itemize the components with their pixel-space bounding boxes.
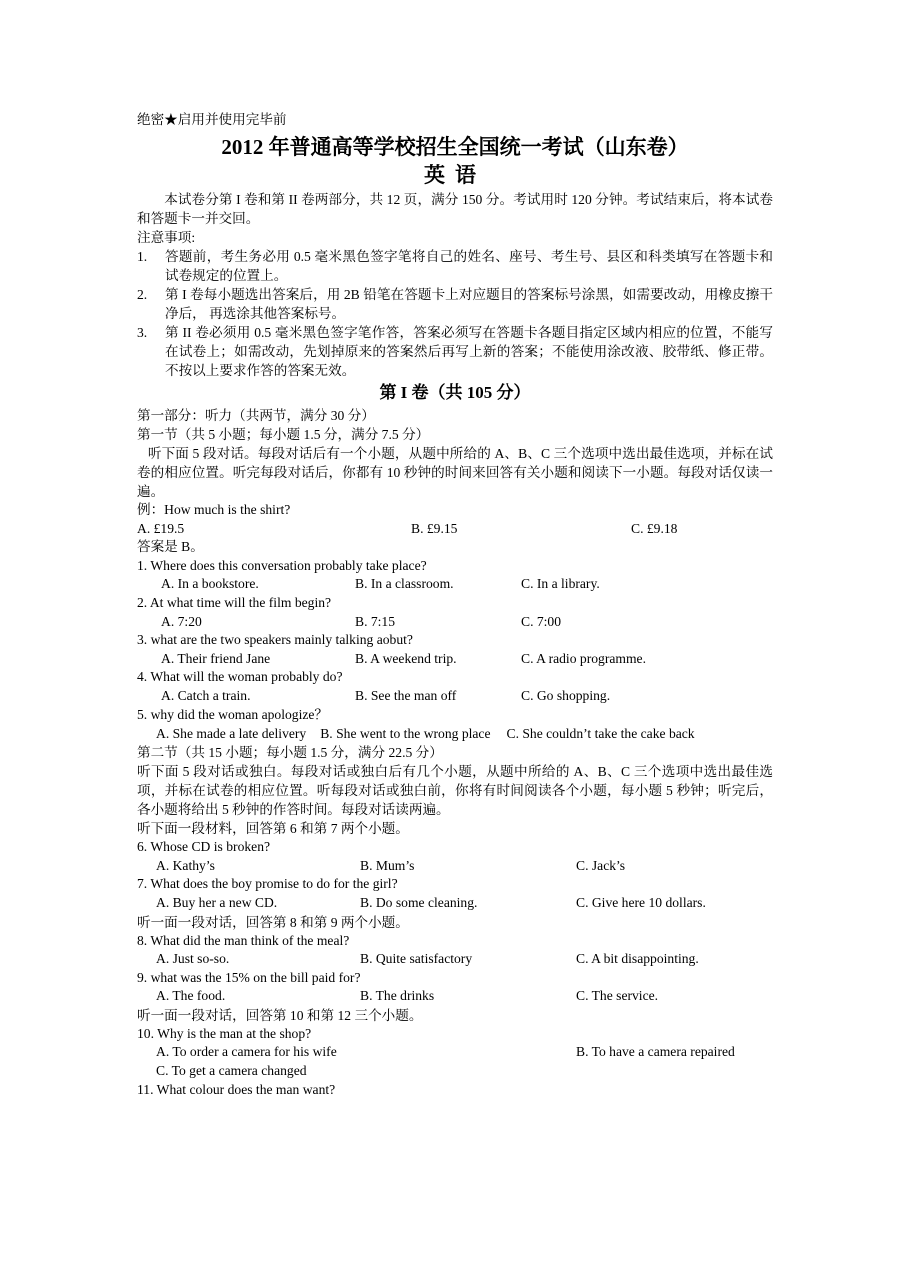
option-b: B. In a classroom. [355,576,454,592]
option-b: B. 7:15 [355,613,396,629]
option-c: C. Go shopping. [521,687,611,703]
option-b: B. £9.15 [411,520,458,536]
option-b: B. Do some cleaning. [360,894,478,910]
question-6: 6. Whose CD is broken? [137,839,271,855]
confidential-label: 绝密★启用并使用完毕前 [137,112,287,127]
notice-item-3 [137,323,773,380]
section1-instructions: 听下面 5 段对话。每段对话后有一个小题，从题中所给的 A、B、C 三个选项中选出最佳选项，并标在试卷的相应位置。听完每段对话后，你都有 10 秒钟的时间来回答有关小题和阅读下一小题。每段对话仅读一遍。 [137,446,773,499]
question-2-options [137,613,773,632]
part1-title: 第 I 卷（共 105 分） [379,383,531,402]
question-8: 8. What did the man think of the meal? [137,932,350,948]
question-7: 7. What does the boy promise to do for the girl? [137,876,398,892]
group-3-instruction: 听一面一段对话，回答第 10 和第 12 三个小题。 [137,1007,423,1023]
option-b: B. Quite satisfactory [360,951,473,967]
example-options [137,520,773,539]
option-c: C. She couldn’t take the cake back [506,726,695,742]
option-b: B. See the man off [355,687,457,703]
group-2-instruction: 听一面一段对话，回答第 8 和第 9 两个小题。 [137,914,409,930]
option-c: C. Give here 10 dollars. [576,894,706,910]
question-10-options-row2 [137,1062,773,1081]
option-a: A. £19.5 [137,520,185,536]
notice-item-number: 1. [137,249,148,264]
option-c: C. In a library. [521,576,600,592]
question-4-options [137,687,773,706]
group-1-instruction: 听下面一段材料，回答第 6 和第 7 两个小题。 [137,821,409,837]
question-1: 1. Where does this conversation probably take place? [137,557,427,573]
question-5: 5. why did the woman apologize？ [137,706,329,722]
option-a: A. She made a late delivery [156,726,307,742]
question-3-options [137,650,773,669]
exam-title: 2012 年普通高等学校招生全国统一考试（山东卷） [221,135,689,159]
section1-heading: 第一节（共 5 小题；每小题 1.5 分，满分 7.5 分） [137,427,430,442]
option-b: B. She went to the wrong place [320,726,491,742]
option-c: C. To get a camera changed [156,1063,307,1079]
option-b: B. A weekend trip. [355,650,457,666]
subject-title: 英语 [424,163,486,187]
listening-heading: 第一部分：听力（共两节，满分 30 分） [137,408,375,423]
option-a: A. Just so-so. [156,951,230,967]
notice-item-2 [137,285,773,323]
option-c: C. Jack’s [576,857,626,873]
question-3: 3. what are the two speakers mainly talking aobut? [137,632,413,648]
option-a: A. In a bookstore. [161,576,259,592]
question-2: 2. At what time will the film begin? [137,594,332,610]
option-a: A. Kathy’s [156,857,215,873]
exam-intro: 本试卷分第 I 卷和第 II 卷两部分，共 12 页，满分 150 分。考试用时 120 分钟。考试结束后，将本试卷和答题卡一并交回。 [137,192,773,226]
example-answer: 答案是 B。 [137,539,204,555]
exam-page [137,106,773,1099]
option-b: B. The drinks [360,988,435,1004]
question-5-options [137,724,773,743]
option-a: A. 7:20 [161,613,202,629]
option-a: A. Their friend Jane [161,650,271,666]
example-question: 例：How much is the shirt? [137,502,291,517]
question-6-options [137,857,773,876]
option-c: C. A radio programme. [521,650,646,666]
notice-item-number: 3. [137,325,148,340]
section2-instructions: 听下面 5 段对话或独白。每段对话或独白后有几个小题，从题中所给的 A、B、C 三个选项中选出最佳选项，并标在试卷的相应位置。听每段对话或独白前，你将有时间阅读各个小题，每小题 5 秒钟；听完后，各小题将给出 5 秒钟的作答时间。每段对话读两遍。 [137,764,773,818]
question-10: 10. Why is the man at the shop? [137,1025,312,1041]
notice-item-1 [137,247,773,285]
section2-heading: 第二节（共 15 小题；每小题 1.5 分，满分 22.5 分） [137,745,443,761]
question-7-options [137,894,773,913]
question-1-options [137,575,773,594]
option-a: A. The food. [156,988,226,1004]
question-9-options [137,987,773,1006]
option-c: C. £9.18 [631,520,678,536]
option-b: B. Mum’s [360,857,415,873]
option-c: C. The service. [576,988,659,1004]
question-10-options-row1 [137,1043,773,1062]
option-b: B. To have a camera repaired [576,1044,735,1060]
question-4: 4. What will the woman probably do? [137,669,343,685]
option-a: A. To order a camera for his wife [156,1044,337,1060]
notice-item-text: 第 II 卷必须用 0.5 毫米黑色签字笔作答，答案必须写在答题卡各题目指定区域内相应的位置，不能写在试卷上；如需改动，先划掉原来的答案然后再写上新的答案；不能使用涂改液、胶带纸、修正带。不按以上要求作答的答案无效。 [165,325,773,378]
question-9: 9. what was the 15% on the bill paid for? [137,969,361,985]
notice-item-number: 2. [137,287,148,302]
option-a: A. Buy her a new CD. [156,894,278,910]
notice-item-text: 答题前，考生务必用 0.5 毫米黑色签字笔将自己的姓名、座号、考生号、县区和科类填写在答题卡和试卷规定的位置上。 [165,249,773,283]
notice-item-text: 第 I 卷每小题选出答案后，用 2B 铅笔在答题卡上对应题目的答案标号涂黑，如需要改动，用橡皮擦干净后， 再选涂其他答案标号。 [165,287,773,321]
question-11: 11. What colour does the man want? [137,1081,336,1097]
option-a: A. Catch a train. [161,687,251,703]
question-8-options [137,950,773,969]
option-c: C. A bit disappointing. [576,951,699,967]
option-c: C. 7:00 [521,613,562,629]
notice-heading: 注意事项: [137,230,196,245]
